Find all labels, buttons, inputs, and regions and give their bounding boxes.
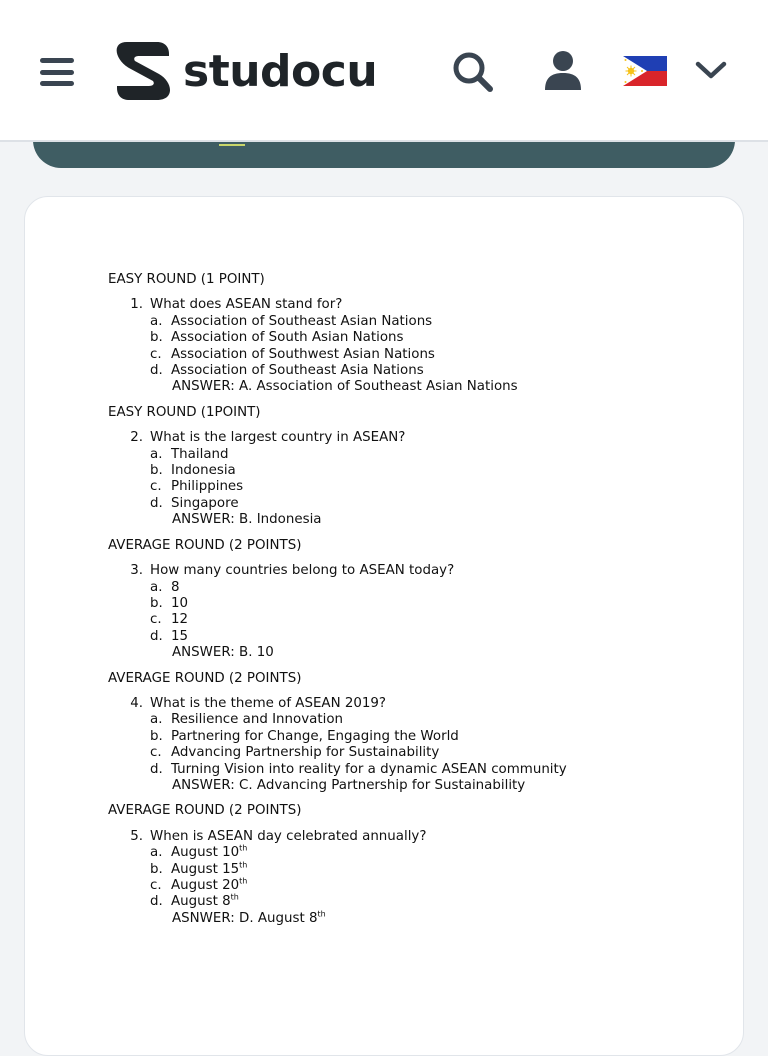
choice-letter: c.: [150, 878, 162, 893]
choice-text: [171, 596, 188, 612]
question-text: How many countries belong to ASEAN today?: [150, 563, 455, 579]
choice-item: [108, 330, 708, 346]
choice-text-value: August 15: [171, 861, 240, 877]
choice-text: [171, 447, 229, 463]
question-text: What is the largest country in ASEAN?: [150, 430, 406, 446]
choice-item: [108, 729, 708, 745]
choice-text: [171, 862, 247, 878]
round-heading: AVERAGE ROUND (2 POINTS): [108, 803, 302, 819]
choice-letter: c.: [150, 612, 162, 628]
choice-item: [108, 463, 708, 479]
choice-letter: b.: [150, 595, 163, 611]
choice-item: [108, 347, 708, 363]
round-heading: EASY ROUND (1 POINT): [108, 272, 265, 287]
choice-text-value: Association of South Asian Nations: [171, 330, 404, 346]
choice-text: [171, 314, 432, 330]
choice-item: [108, 363, 708, 379]
choice-item: [108, 712, 708, 728]
question-item: [108, 563, 708, 579]
choice-item: [108, 762, 708, 778]
choice-letter: a.: [150, 712, 163, 728]
round-heading: AVERAGE ROUND (2 POINTS): [108, 670, 302, 686]
choice-letter: a.: [150, 446, 163, 462]
choice-text: [171, 745, 439, 761]
choice-letter: b.: [150, 728, 163, 744]
choice-text: [171, 762, 567, 778]
choice-text-value: Thailand: [171, 446, 229, 462]
choice-text: [171, 845, 247, 861]
studocu-logo-mark-icon: [113, 40, 177, 102]
choice-text: [171, 479, 243, 495]
question-number: 5.: [130, 828, 143, 844]
choice-text-value: Turning Vision into reality for a dynamic ASEAN community: [171, 761, 567, 777]
choice-item: [108, 314, 708, 330]
hamburger-menu-icon[interactable]: [40, 58, 74, 86]
question-number: 4.: [130, 695, 143, 711]
answer-text: ANSWER: A. Association of Southeast Asian Nations: [172, 379, 518, 395]
choice-text-value: Indonesia: [171, 463, 236, 479]
question-number: 3.: [130, 563, 143, 579]
answer-line: [108, 778, 708, 794]
choice-text-value: Association of Southeast Asia Nations: [171, 363, 424, 379]
choice-letter: b.: [150, 330, 163, 346]
question-number: 1.: [130, 297, 143, 313]
answer-line: [108, 379, 708, 395]
choice-text-value: August 20: [171, 878, 240, 893]
answer-text: ANSWER: B. Indonesia: [172, 512, 322, 528]
choice-item: [108, 447, 708, 463]
choice-text-value: August 8: [171, 894, 231, 910]
choice-item: [108, 894, 708, 910]
round-heading: EASY ROUND (1POINT): [108, 404, 261, 420]
answer-line: [108, 911, 708, 927]
choice-item: [108, 878, 708, 894]
choice-letter: c.: [150, 346, 162, 362]
choice-item: [108, 862, 708, 878]
choice-text-value: 10: [171, 595, 189, 611]
choice-text: [171, 878, 247, 894]
choice-text: [171, 363, 424, 379]
answer-text: ANSWER: B. 10: [172, 645, 274, 661]
choice-text: [171, 463, 236, 479]
choice-text-value: Association of Southwest Asian Nations: [171, 346, 435, 362]
brand-name: studocu: [183, 45, 378, 97]
choice-text: [171, 612, 188, 628]
search-icon[interactable]: [451, 50, 495, 94]
choice-text: [171, 347, 435, 363]
choice-item: [108, 596, 708, 612]
user-icon[interactable]: [543, 50, 583, 92]
question-item: [108, 297, 708, 313]
question-text: What does ASEAN stand for?: [150, 297, 343, 313]
choice-text: [171, 496, 239, 512]
choice-letter: a.: [150, 579, 163, 595]
choice-text-value: 15: [171, 628, 189, 644]
top-navbar: [0, 0, 768, 142]
ordinal-suffix: th: [239, 876, 248, 886]
answer-line: [108, 645, 708, 661]
ordinal-suffix: th: [239, 860, 248, 870]
choice-text: [171, 629, 188, 645]
choice-letter: b.: [150, 463, 163, 479]
choice-item: [108, 629, 708, 645]
choice-item: [108, 745, 708, 761]
answer-line: [108, 512, 708, 528]
question-item: [108, 829, 708, 845]
answer-text: ANSWER: C. Advancing Partnership for Sustainability: [172, 777, 526, 793]
choice-letter: c.: [150, 745, 162, 761]
choice-text-value: Association of Southeast Asian Nations: [171, 313, 433, 329]
choice-letter: d.: [150, 628, 163, 644]
ordinal-suffix: th: [317, 909, 326, 919]
ordinal-suffix: th: [230, 892, 239, 902]
choice-text: [171, 712, 343, 728]
choice-item: [108, 479, 708, 495]
question-text: What is the theme of ASEAN 2019?: [150, 695, 387, 711]
choice-text-value: 12: [171, 612, 189, 628]
choice-text: [171, 330, 404, 346]
round-heading: AVERAGE ROUND (2 POINTS): [108, 537, 302, 553]
choice-letter: b.: [150, 861, 163, 877]
choice-text-value: Singapore: [171, 495, 239, 511]
choice-letter: d.: [150, 495, 163, 511]
choice-text-value: Philippines: [171, 479, 244, 495]
choice-item: [108, 845, 708, 861]
question-item: [108, 430, 708, 446]
ordinal-suffix: th: [239, 843, 248, 853]
choice-text: [171, 580, 180, 596]
studocu-logo[interactable]: [113, 40, 377, 102]
question-text: When is ASEAN day celebrated annually?: [150, 828, 427, 844]
choice-text-value: Resilience and Innovation: [171, 712, 344, 728]
choice-letter: c.: [150, 479, 162, 495]
choice-text-value: Advancing Partnership for Sustainability: [171, 745, 440, 761]
choice-item: [108, 580, 708, 596]
choice-text-value: 8: [171, 579, 180, 595]
document-content: [108, 272, 708, 936]
choice-letter: d.: [150, 363, 163, 379]
chevron-down-icon[interactable]: [694, 58, 728, 82]
choice-letter: d.: [150, 761, 163, 777]
question-item: [108, 696, 708, 712]
choice-letter: d.: [150, 894, 163, 910]
choice-letter: a.: [150, 313, 163, 329]
answer-text: ASNWER: D. August 8: [172, 910, 318, 926]
choice-item: [108, 612, 708, 628]
question-number: 2.: [130, 430, 143, 446]
choice-text-value: August 10: [171, 845, 240, 861]
choice-item: [108, 496, 708, 512]
choice-text: [171, 729, 459, 745]
choice-text: [171, 894, 239, 910]
choice-letter: a.: [150, 845, 163, 861]
banner-accent: [219, 144, 245, 146]
philippines-flag-icon[interactable]: [623, 56, 667, 86]
choice-text-value: Partnering for Change, Engaging the World: [171, 728, 459, 744]
